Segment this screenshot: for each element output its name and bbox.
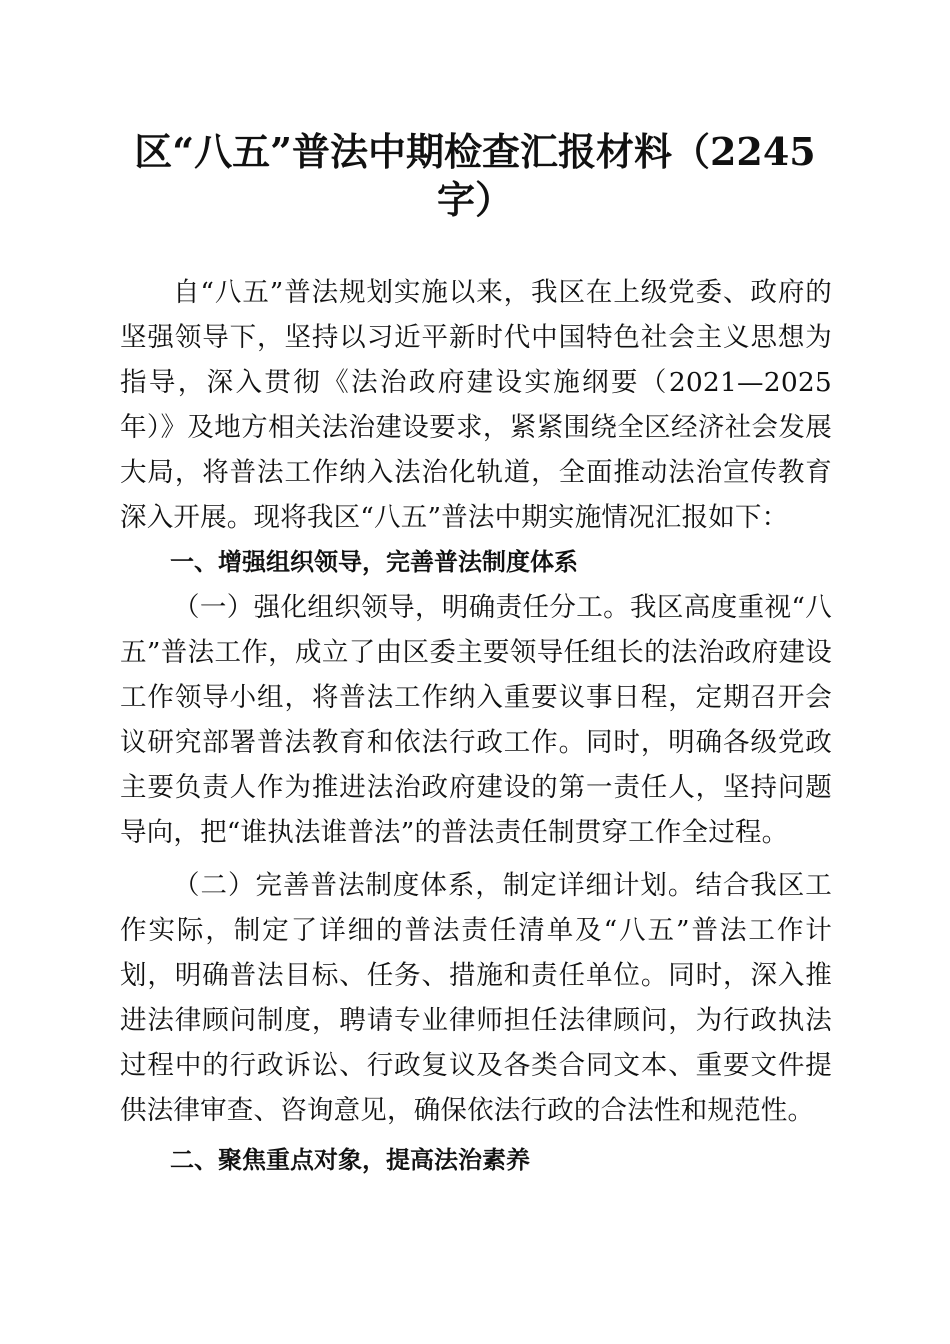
intro-paragraph: 自“八五”普法规划实施以来，我区在上级党委、政府的坚强领导下，坚持以习近平新时代中国特色社会主义思想为指导，深入贯彻《法治政府建设实施纲要（2021—2025年）》及地方相关法治建设要求，紧紧围绕全区经济社会发展大局，将普法工作纳入法治化轨道，全面推动法治宣传教育深入开展。现将我区“八五”普法中期实施情况汇报如下： [120,277,832,533]
section-heading-2: 二、聚焦重点对象，提高法治素养 [170,1146,530,1174]
document-title: 区“八五”普法中期检查汇报材料（2245字） [134,129,816,222]
paragraph-1-2: （二）完善普法制度体系，制定详细计划。结合我区工作实际，制定了详细的普法责任清单及“八五”普法工作计划，明确普法目标、任务、措施和责任单位。同时，深入推进法律顾问制度，聘请专业律师担任法律顾问，为行政执法过程中的行政诉讼、行政复议及各类合同文本、重要文件提供法律审查、咨询意见，确保依法行政的合法性和规范性。 [120,870,832,1126]
paragraph-1-1: （一）强化组织领导，明确责任分工。我区高度重视“八五”普法工作，成立了由区委主要领导任组长的法治政府建设工作领导小组，将普法工作纳入重要议事日程，定期召开会议研究部署普法教育和依法行政工作。同时，明确各级党政主要负责人作为推进法治政府建设的第一责任人，坚持问题导向，把“谁执法谁普法”的普法责任制贯穿工作全过程。 [120,592,832,848]
document-body [120,270,832,1183]
section-heading-1: 一、增强组织领导，完善普法制度体系 [170,548,578,576]
